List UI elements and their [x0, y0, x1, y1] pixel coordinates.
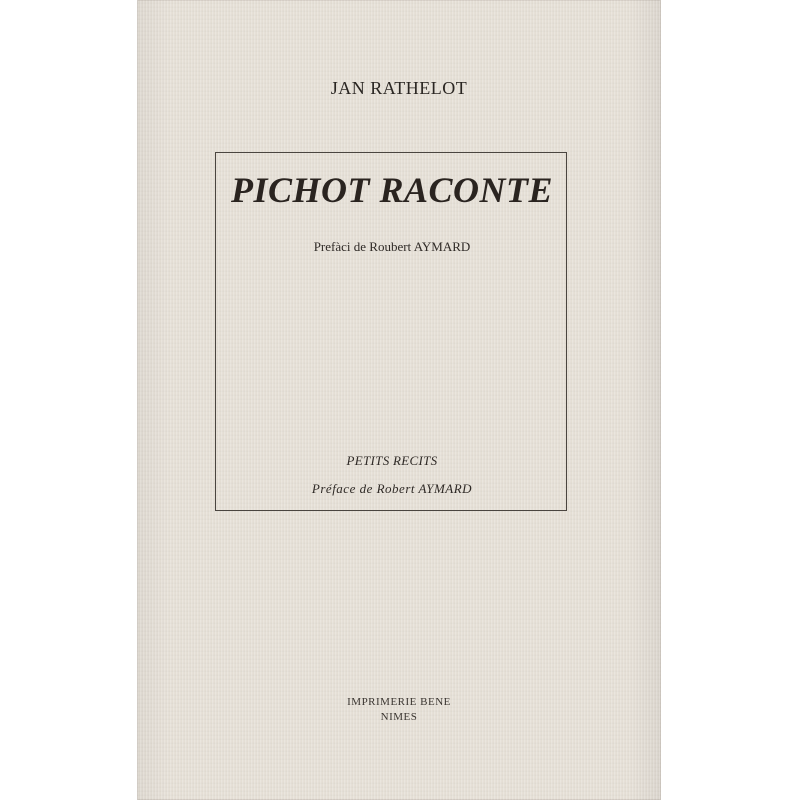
publisher-name: IMPRIMERIE BENE [347, 696, 451, 708]
author-name: JAN RATHELOT [330, 78, 468, 98]
book-title: PICHOT RACONTE [230, 170, 554, 210]
publisher-block [137, 695, 661, 725]
subtitle: PETITS RECITS [346, 453, 438, 468]
publisher-city: NIMES [380, 711, 418, 723]
preface-occitan: Prefàci de Roubert AYMARD [313, 239, 471, 254]
preface-french: Préface de Robert AYMARD [311, 481, 473, 496]
book-cover [137, 0, 661, 800]
title-frame [215, 152, 567, 511]
